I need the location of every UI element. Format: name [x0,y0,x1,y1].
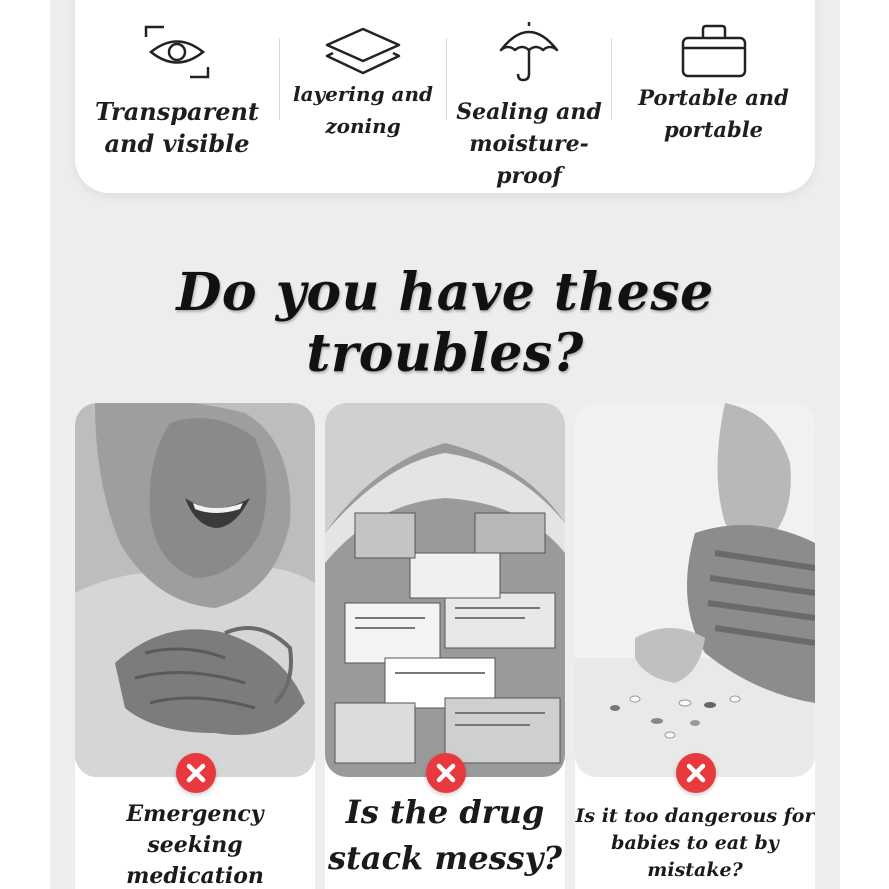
trouble-caption: Emergency seeking medication [126,801,264,889]
drug-pile-photo [325,403,565,777]
close-icon [176,753,216,793]
feature-label: Portable and portable [638,85,789,142]
features-card [75,0,815,193]
trouble-caption: Is the drug stack messy? [328,793,562,877]
case-icon [680,24,748,80]
feature-label: Transparent and visible [94,97,260,158]
close-badge [176,753,216,793]
elderly-man-photo [75,403,315,777]
trouble-card-messy [325,403,565,889]
feature-sealing [447,0,611,189]
close-badge [676,753,716,793]
feature-label: layering and zoning [292,82,433,138]
umbrella-icon [498,22,560,82]
feature-layering [280,0,446,170]
trouble-card-babies [575,403,815,889]
feature-label: Sealing and moisture-proof [456,99,602,189]
content-panel [50,0,840,889]
close-badge [426,753,466,793]
layers-icon [324,26,402,76]
feature-transparent [75,0,279,170]
feature-portable [612,0,815,170]
close-icon [676,753,716,793]
child-pills-photo [575,403,815,777]
page-title: Do you have these troubles? [176,262,714,384]
trouble-caption: Is it too dangerous for babies to eat by mistake? [575,805,815,881]
eye-icon [144,25,210,79]
close-icon [426,753,466,793]
trouble-card-emergency [75,403,315,889]
